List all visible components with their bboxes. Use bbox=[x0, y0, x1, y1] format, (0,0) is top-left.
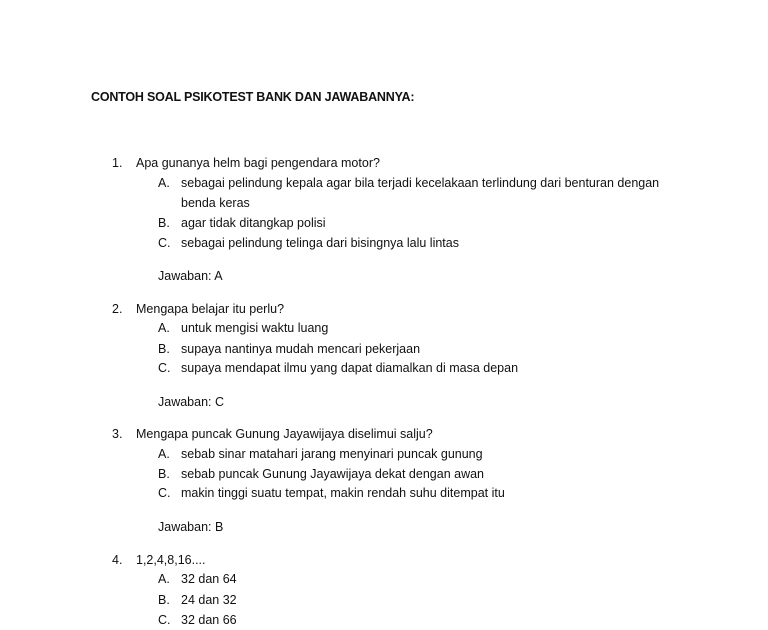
option-text: 32 dan 64 bbox=[181, 572, 237, 586]
question-text: Mengapa belajar itu perlu? bbox=[136, 302, 285, 316]
option-text: sebab sinar matahari jarang menyinari puncak gunung bbox=[181, 447, 483, 461]
option-text: untuk mengisi waktu luang bbox=[181, 321, 329, 335]
option-letter: B. bbox=[158, 467, 170, 481]
option-letter: B. bbox=[158, 342, 170, 356]
option-text: sebab puncak Gunung Jayawijaya dekat dengan awan bbox=[181, 467, 484, 481]
question-number: 2. bbox=[112, 302, 123, 316]
option-text: agar tidak ditangkap polisi bbox=[181, 216, 326, 230]
question-number: 3. bbox=[112, 427, 123, 441]
answer-text: Jawaban: A bbox=[158, 269, 223, 283]
answer-text: Jawaban: C bbox=[158, 395, 225, 409]
option-letter: A. bbox=[158, 176, 170, 190]
option-letter: A. bbox=[158, 572, 170, 586]
option-text: 24 dan 32 bbox=[181, 593, 237, 607]
option-letter: B. bbox=[158, 593, 170, 607]
document-title: CONTOH SOAL PSIKOTEST BANK DAN JAWABANNYA: bbox=[91, 90, 415, 104]
option-text: supaya nantinya mudah mencari pekerjaan bbox=[181, 342, 421, 356]
option-letter: C. bbox=[158, 236, 171, 250]
question-text: Mengapa puncak Gunung Jayawijaya diselimui salju? bbox=[136, 427, 433, 441]
option-text: supaya mendapat ilmu yang dapat diamalkan di masa depan bbox=[181, 361, 519, 375]
option-text: makin tinggi suatu tempat, makin rendah suhu ditempat itu bbox=[181, 486, 505, 500]
option-letter: C. bbox=[158, 361, 171, 375]
question-text: 1,2,4,8,16.... bbox=[136, 553, 206, 567]
option-letter: B. bbox=[158, 216, 170, 230]
question-text: Apa gunanya helm bagi pengendara motor? bbox=[136, 156, 380, 170]
option-text: sebagai pelindung kepala agar bila terjadi kecelakaan terlindung dari benturan dengan benda keras bbox=[181, 176, 660, 210]
option-letter: A. bbox=[158, 321, 170, 335]
option-letter: C. bbox=[158, 486, 171, 500]
answer-text: Jawaban: B bbox=[158, 520, 224, 534]
question-number: 1. bbox=[112, 156, 123, 170]
option-text: 32 dan 66 bbox=[181, 613, 237, 627]
option-letter: C. bbox=[158, 613, 171, 627]
option-text: sebagai pelindung telinga dari bisingnya lalu lintas bbox=[181, 236, 459, 250]
option-letter: A. bbox=[158, 447, 170, 461]
question-number: 4. bbox=[112, 553, 123, 567]
